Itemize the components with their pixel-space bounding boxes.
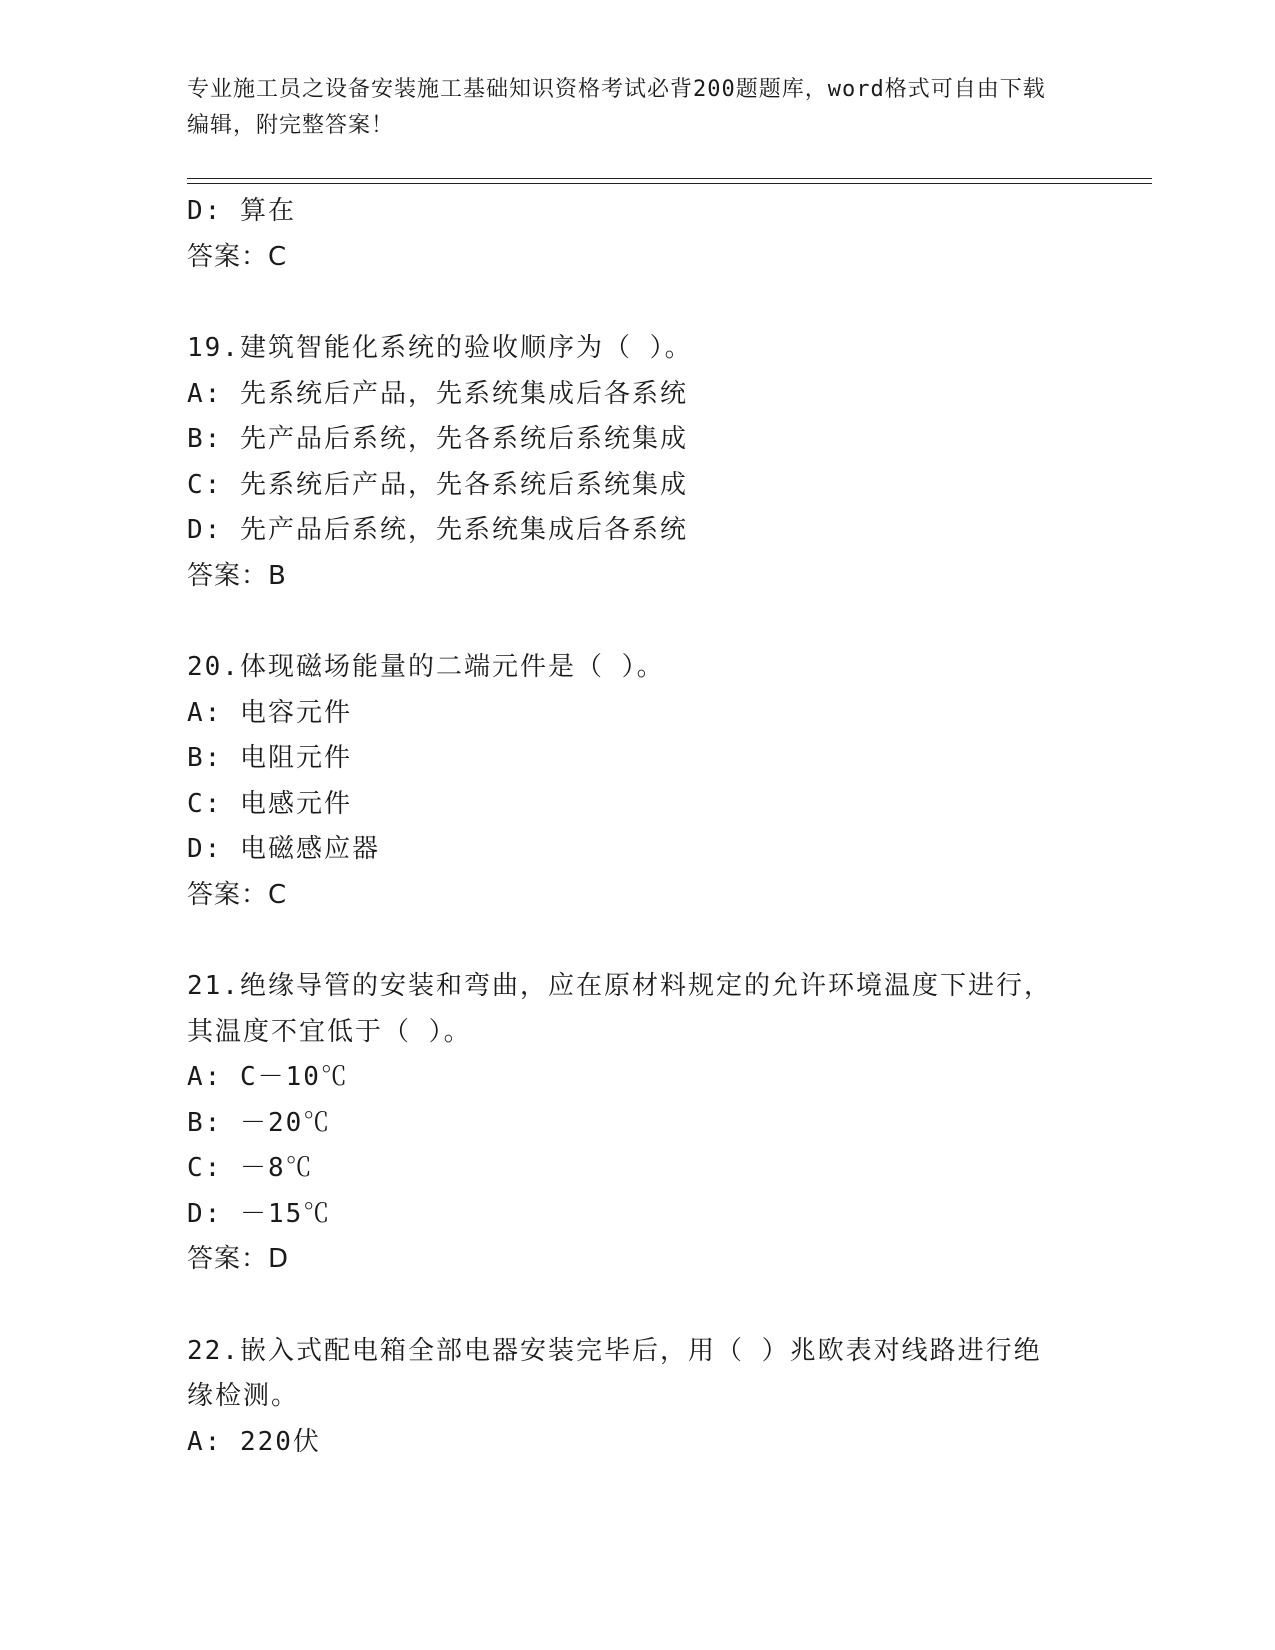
option-line: D: 电磁感应器 <box>187 834 380 864</box>
option-line: B: 先产品后系统，先各系统后系统集成 <box>187 424 688 454</box>
answer-line: 答案：B <box>187 560 287 591</box>
option-line: C: 电感元件 <box>187 788 352 819</box>
spacer <box>187 599 1067 645</box>
question-text: 22.嵌入式配电箱全部电器安装完毕后，用（ ）兆欧表对线路进行绝缘检测。 <box>187 1335 1042 1411</box>
answer-line: 答案：D <box>187 1244 290 1274</box>
header-rule-bottom <box>187 183 1152 184</box>
option-line: A: 电容元件 <box>187 697 352 728</box>
answer-line: 答案：C <box>187 241 288 272</box>
header-rule-top <box>187 178 1152 179</box>
question-text: 21.绝缘导管的安装和弯曲，应在原材料规定的允许环境温度下进行，其温度不宜低于（ ）。 <box>187 971 1052 1047</box>
document-header: 专业施工员之设备安装施工基础知识资格考试必背200题题库，word格式可自由下载编辑，附完整答案！ <box>187 77 1046 138</box>
question-text: 19.建筑智能化系统的验收顺序为（ ）。 <box>187 333 693 363</box>
option-line: C: 先系统后产品，先各系统后系统集成 <box>187 469 688 500</box>
question-text: 20.体现磁场能量的二端元件是（ ）。 <box>187 652 665 682</box>
question-block <box>187 1329 1067 1466</box>
spacer <box>187 1283 1067 1329</box>
answer-line: 答案：C <box>187 879 288 910</box>
option-line: A: C－10℃ <box>187 1062 349 1092</box>
option-line: B: 电阻元件 <box>187 743 352 773</box>
question-block <box>187 645 1067 918</box>
question-block <box>187 964 1067 1283</box>
option-line: A: 先系统后产品，先系统集成后各系统 <box>187 378 688 409</box>
document-body <box>187 189 1067 1465</box>
question-block <box>187 326 1067 599</box>
option-line: B: －20℃ <box>187 1107 332 1138</box>
option-line: C: －8℃ <box>187 1153 314 1183</box>
option-line: D: 先产品后系统，先系统集成后各系统 <box>187 515 688 545</box>
option-line: D: 算在 <box>187 196 296 226</box>
option-line: D: －15℃ <box>187 1198 332 1229</box>
spacer <box>187 280 1067 326</box>
spacer <box>187 918 1067 964</box>
option-line: A: 220伏 <box>187 1426 321 1457</box>
